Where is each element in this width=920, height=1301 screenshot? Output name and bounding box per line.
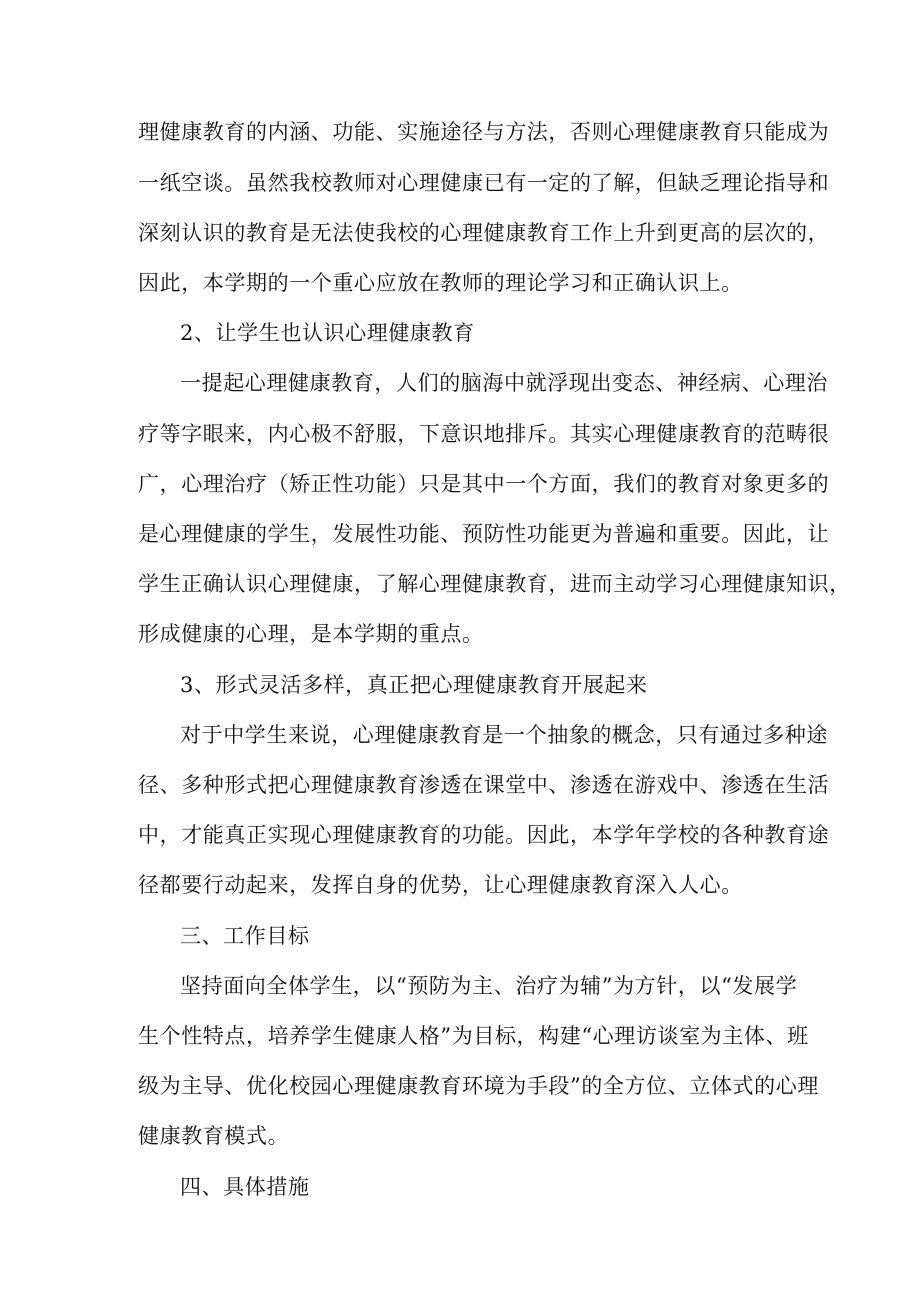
text-line: 疗等字眼来，内心极不舒服，下意识地排斥。其实心理健康教育的范畴很 (138, 422, 830, 446)
text-line: 一纸空谈。虽然我校教师对心理健康已有一定的了解，但缺乏理论指导和 (138, 171, 830, 195)
text-line: 中，才能真正实现心理健康教育的功能。因此，本学年学校的各种教育途 (138, 823, 830, 847)
text-line: 级为主导、优化校园心理健康教育环境为手段”的全方位、立体式的心理 (138, 1074, 819, 1098)
text-line: 广，心理治疗（矫正性功能）只是其中一个方面，我们的教育对象更多的 (138, 472, 830, 496)
text-line: 学生正确认识心理健康，了解心理健康教育，进而主动学习心理健康知识， (138, 572, 851, 596)
text-line: 生个性特点，培养学生健康人格”为目标，构建“心理访谈室为主体、班 (138, 1024, 809, 1048)
text-line: 是心理健康的学生，发展性功能、预防性功能更为普遍和重要。因此，让 (138, 522, 830, 546)
text-line: 理健康教育的内涵、功能、实施途径与方法，否则心理健康教育只能成为 (138, 120, 830, 144)
text-line: 坚持面向全体学生，以“预防为主、治疗为辅”为方针，以“发展学 (180, 974, 798, 998)
section-heading: 3、形式灵活多样，真正把心理健康教育开展起来 (180, 673, 648, 697)
text-line: 径都要行动起来，发挥自身的优势，让心理健康教育深入人心。 (138, 873, 743, 897)
text-line: 径、多种形式把心理健康教育渗透在课堂中、渗透在游戏中、渗透在生活 (138, 773, 830, 797)
text-line: 健康教育模式。 (138, 1124, 290, 1148)
text-line: 对于中学生来说，心理健康教育是一个抽象的概念，只有通过多种途 (180, 723, 828, 747)
section-heading: 四、具体措施 (180, 1175, 310, 1199)
section-heading: 2、让学生也认识心理健康教育 (180, 321, 475, 345)
section-heading: 三、工作目标 (180, 924, 310, 948)
text-line: 一提起心理健康教育，人们的脑海中就浮现出变态、神经病、心理治 (180, 371, 828, 395)
text-line: 因此，本学期的一个重心应放在教师的理论学习和正确认识上。 (138, 271, 743, 295)
text-line: 深刻认识的教育是无法使我校的心理健康教育工作上升到更高的层次的， (138, 221, 830, 245)
text-line: 形成健康的心理，是本学期的重点。 (138, 622, 484, 646)
